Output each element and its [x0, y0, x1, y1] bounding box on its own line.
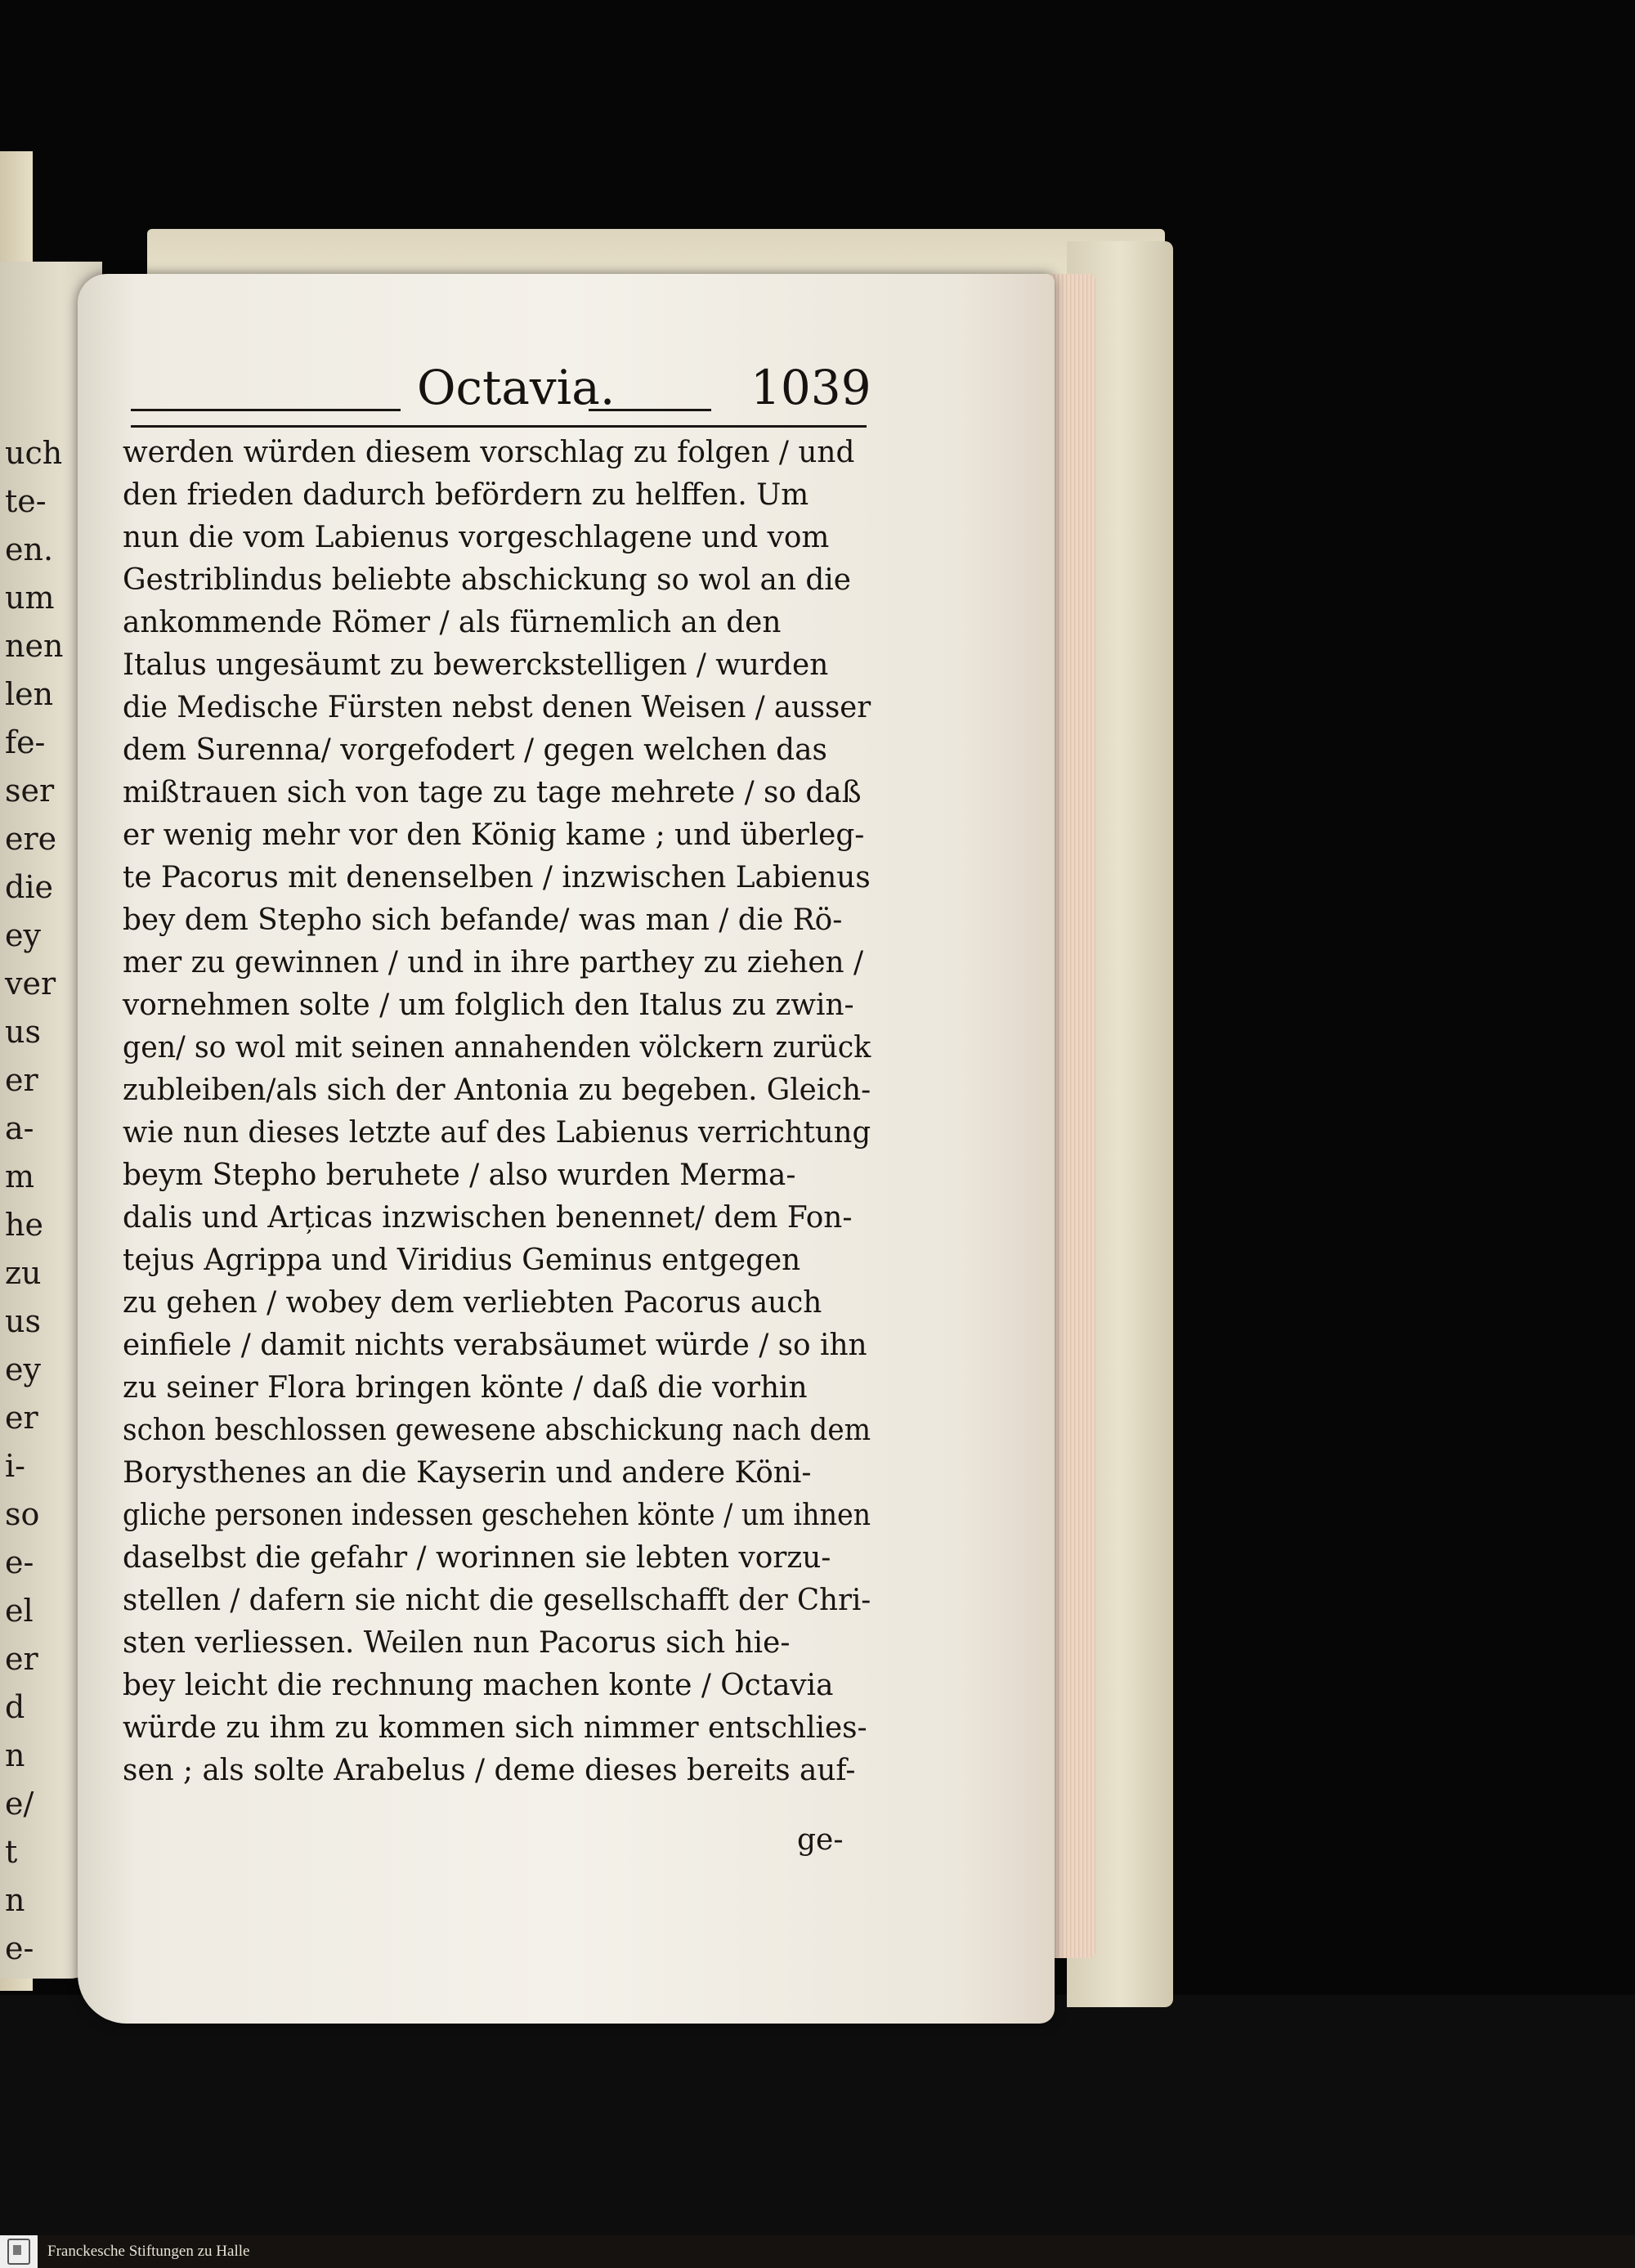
institution-name: Franckesche Stiftungen zu Halle [47, 2243, 250, 2260]
text-line: würde zu ihm zu kommen sich nimmer entschlies- [123, 1711, 867, 1745]
left-page-line-fragment: ser [5, 773, 55, 809]
left-page-line-fragment: en. [5, 531, 54, 567]
left-page-line-fragment: er [5, 1641, 38, 1677]
left-page-line-fragment: el [5, 1593, 34, 1629]
left-page-line-fragment: zu [5, 1255, 42, 1291]
text-line: zu gehen / wobey dem verliebten Pacorus auch [123, 1286, 822, 1320]
text-line: mißtrauen sich von tage zu tage mehrete / so daß [123, 776, 862, 809]
left-page-line-fragment: he [5, 1207, 43, 1243]
table-surface [0, 1995, 1635, 2235]
text-line: schon beschlossen gewesene abschickung nach dem [123, 1414, 871, 1447]
header-bottom-rule [131, 425, 867, 428]
text-line: Italus ungesäumt zu bewerckstelligen / wurden [123, 648, 829, 682]
header-rule-left [131, 409, 401, 411]
text-line: dem Surenna/ vorgefodert / gegen welchen das [123, 733, 827, 767]
text-line: werden würden diesem vorschlag zu folgen / und [123, 436, 855, 469]
left-page-line-fragment: us [5, 1014, 41, 1050]
text-line: ankommende Römer / als fürnemlich an den [123, 606, 782, 639]
left-page-line-fragment: us [5, 1303, 41, 1339]
left-page-line-fragment: m [5, 1159, 35, 1195]
text-line: daselbst die gefahr / worinnen sie lebten vorzu- [123, 1541, 831, 1575]
page-number: 1039 [750, 360, 871, 415]
text-line: bey leicht die rechnung machen konte / Octavia [123, 1669, 834, 1702]
text-line: nun die vom Labienus vorgeschlagene und vom [123, 521, 830, 554]
left-page-line-fragment: um [5, 580, 55, 616]
left-page-line-fragment: te- [5, 483, 47, 519]
text-line: die Medische Fürsten nebst denen Weisen / ausser [123, 691, 871, 724]
text-line: bey dem Stepho sich befande/ was man / die Rö- [123, 903, 843, 937]
text-line: wie nun dieses letzte auf des Labienus verrichtung [123, 1116, 871, 1150]
text-line: den frieden dadurch befördern zu helffen. Um [123, 478, 809, 512]
running-title: Octavia. [417, 360, 616, 415]
left-page-line-fragment: d [5, 1689, 25, 1725]
left-page-line-fragment: uch [5, 435, 63, 471]
left-page-line-fragment: er [5, 1062, 38, 1098]
left-page-line-fragment: a- [5, 1110, 34, 1146]
text-line: mer zu gewinnen / und in ihre parthey zu ziehen / [123, 946, 864, 979]
text-line: einfiele / damit nichts verabsäumet würde / so ihn [123, 1329, 867, 1362]
text-line: tejus Agrippa und Viridius Geminus entgegen [123, 1244, 801, 1277]
institution-logo-icon [0, 2235, 38, 2268]
text-line: Borysthenes an die Kayserin und andere Köni- [123, 1456, 812, 1490]
text-line: zu seiner Flora bringen könte / daß die vorhin [123, 1371, 808, 1405]
left-page-line-fragment: n [5, 1737, 25, 1773]
left-page-line-fragment: so [5, 1496, 40, 1532]
page-body-text [123, 432, 875, 1792]
text-line: gliche personen indessen geschehen könte / um ihnen [123, 1499, 871, 1532]
left-page-line-fragment: t [5, 1834, 18, 1870]
left-page-line-fragment: len [5, 676, 54, 712]
left-page-line-fragment: fe- [5, 724, 46, 760]
text-line: gen/ so wol mit seinen annahenden völckern zurück [123, 1031, 871, 1065]
text-line: er wenig mehr vor den König kame ; und überleg- [123, 818, 865, 852]
left-page-line-fragment: ver [5, 966, 56, 1002]
text-line: sen ; als solte Arabelus / deme dieses bereits auf- [123, 1754, 856, 1787]
left-page-line-fragment: ere [5, 821, 57, 857]
left-page-line-fragment: n [5, 1882, 25, 1918]
left-page-line-fragment: i- [5, 1448, 25, 1484]
left-page-line-fragment: e- [5, 1544, 34, 1580]
left-page-line-fragment: e- [5, 1930, 34, 1966]
left-page-line-fragment: die [5, 869, 53, 905]
text-line: vornehmen solte / um folglich den Italus zu zwin- [123, 988, 854, 1022]
text-line: sten verliessen. Weilen nun Pacorus sich hie- [123, 1626, 791, 1660]
left-page-line-fragment: er [5, 1400, 38, 1436]
text-line: zubleiben/als sich der Antonia zu begeben. Gleich- [123, 1073, 871, 1107]
text-line: Gestriblindus beliebte abschickung so wol an die [123, 563, 851, 597]
text-line: stellen / dafern sie nicht die gesellschafft der Chri- [123, 1584, 871, 1617]
left-page-line-fragment: nen [5, 628, 64, 664]
footer-bar [0, 2235, 1635, 2268]
text-line: beym Stepho beruhete / also wurden Merma- [123, 1159, 796, 1192]
left-page-line-fragment: e/ [5, 1786, 34, 1822]
left-page-line-fragment: ey [5, 917, 41, 953]
text-line: te Pacorus mit denenselben / inzwischen Labienus [123, 861, 871, 894]
left-page-line-fragment: ey [5, 1351, 41, 1387]
catchword: ge- [797, 1823, 844, 1857]
page-header [131, 360, 871, 425]
text-line: dalis und Arțicas inzwischen benennet/ dem Fon- [123, 1201, 853, 1235]
